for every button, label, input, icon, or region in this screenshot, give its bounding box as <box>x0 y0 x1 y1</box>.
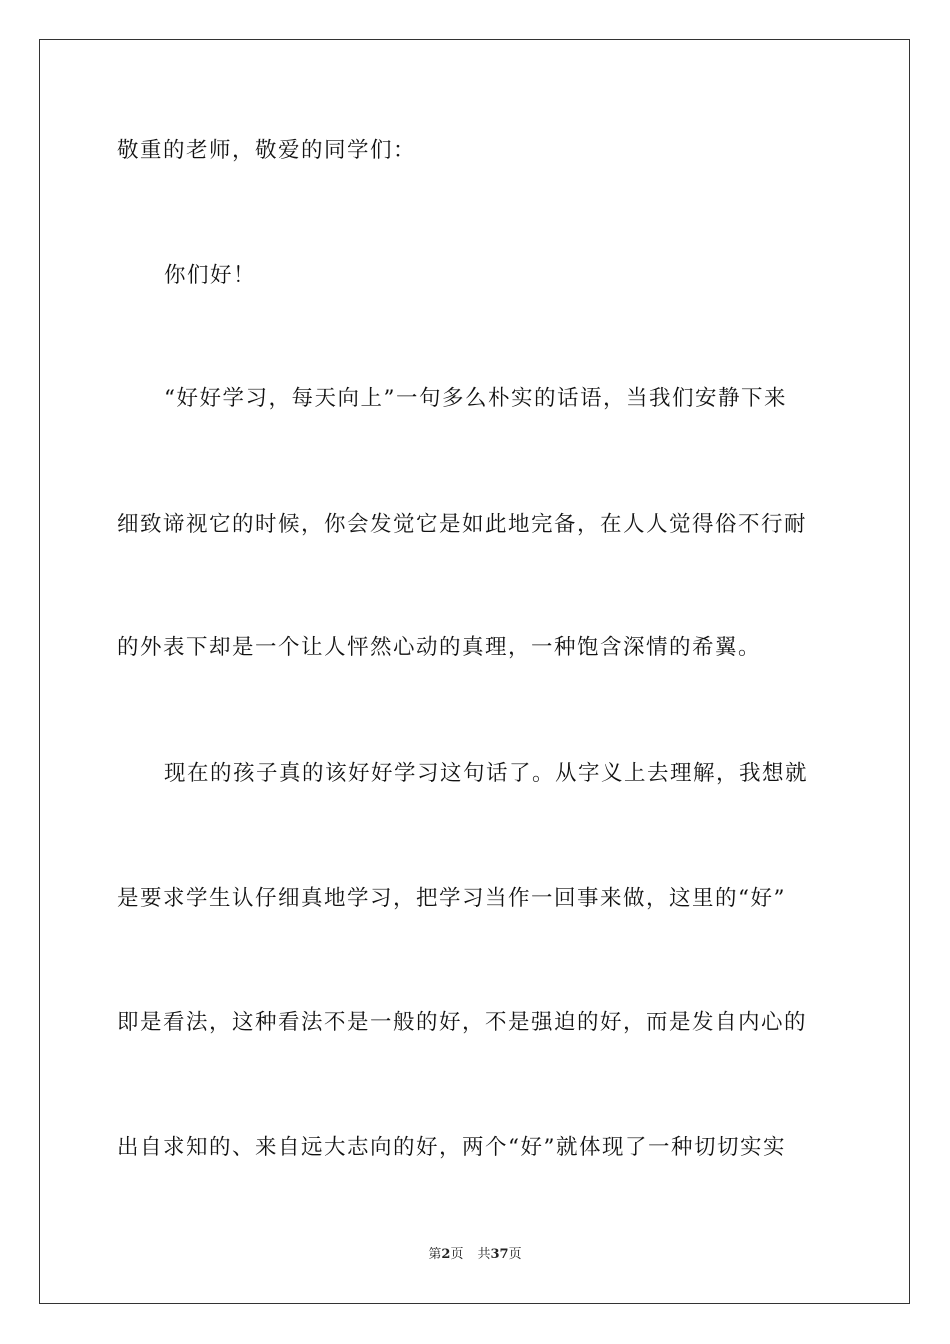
paragraph-2-line-1: 现在的孩子真的该好好学习这句话了。从字义上去理解，我想就 <box>164 761 809 786</box>
page-border <box>39 39 910 1304</box>
total-suffix: 页 <box>508 1247 522 1262</box>
page-number: 2 <box>441 1247 451 1262</box>
total-prefix: 共 <box>477 1247 491 1262</box>
page-footer <box>0 1246 950 1264</box>
salutation-line: 敬重的老师，敬爱的同学们： <box>117 138 417 163</box>
greeting-line: 你们好！ <box>164 263 257 288</box>
page-prefix: 第 <box>428 1247 442 1262</box>
paragraph-2-line-2: 是要求学生认仔细真地学习，把学习当作一回事来做，这里的“好” <box>117 886 786 911</box>
page-suffix: 页 <box>450 1247 464 1262</box>
paragraph-2-line-3: 即是看法，这种看法不是一般的好，不是强迫的好，而是发自内心的 <box>117 1010 808 1035</box>
paragraph-1-line-1: “好好学习，每天向上”一句多么朴实的话语，当我们安静下来 <box>164 386 787 411</box>
paragraph-1-line-2: 细致谛视它的时候，你会发觉它是如此地完备，在人人觉得俗不行耐 <box>117 512 808 537</box>
paragraph-2-line-4: 出自求知的、来自远大志向的好，两个“好”就体现了一种切切实实 <box>117 1135 786 1160</box>
total-pages: 37 <box>490 1247 509 1262</box>
paragraph-1-line-3: 的外表下却是一个让人怦然心动的真理，一种饱含深情的希翼。 <box>117 635 762 660</box>
